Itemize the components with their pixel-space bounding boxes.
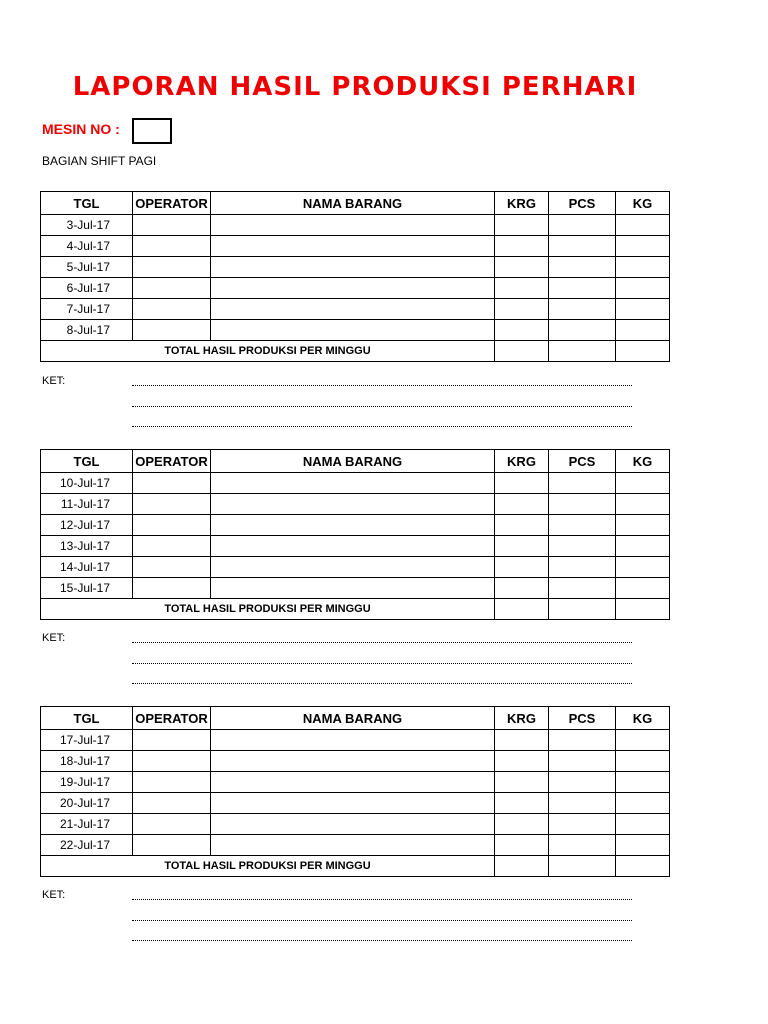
kg-cell[interactable] (616, 814, 670, 835)
date-cell: 14-Jul-17 (41, 557, 133, 578)
kg-cell[interactable] (616, 320, 670, 341)
kg-cell[interactable] (616, 215, 670, 236)
table-row (41, 730, 670, 751)
header-nama-barang: NAMA BARANG (211, 450, 495, 473)
pcs-cell[interactable] (549, 236, 616, 257)
nama-barang-cell[interactable] (211, 236, 495, 257)
krg-cell[interactable] (495, 793, 549, 814)
header-nama-barang: NAMA BARANG (211, 707, 495, 730)
header-krg: KRG (495, 707, 549, 730)
week-table-1 (40, 191, 670, 362)
ket-line[interactable] (132, 897, 632, 900)
nama-barang-cell[interactable] (211, 814, 495, 835)
table-row (41, 299, 670, 320)
ket-line[interactable] (132, 938, 632, 941)
kg-cell[interactable] (616, 578, 670, 599)
kg-cell[interactable] (616, 515, 670, 536)
shift-section-label: BAGIAN SHIFT PAGI (42, 154, 157, 168)
header-kg: KG (616, 707, 670, 730)
nama-barang-cell[interactable] (211, 494, 495, 515)
operator-cell[interactable] (133, 814, 211, 835)
pcs-cell[interactable] (549, 557, 616, 578)
header-tgl: TGL (41, 192, 133, 215)
pcs-cell[interactable] (549, 772, 616, 793)
header-operator: OPERATOR (133, 450, 211, 473)
table-row (41, 278, 670, 299)
operator-cell[interactable] (133, 835, 211, 856)
total-pcs-cell[interactable] (549, 341, 616, 362)
krg-cell[interactable] (495, 473, 549, 494)
total-kg-cell[interactable] (616, 341, 670, 362)
krg-cell[interactable] (495, 814, 549, 835)
date-cell: 21-Jul-17 (41, 814, 133, 835)
date-cell: 11-Jul-17 (41, 494, 133, 515)
kg-cell[interactable] (616, 772, 670, 793)
nama-barang-cell[interactable] (211, 320, 495, 341)
nama-barang-cell[interactable] (211, 278, 495, 299)
table-header-row (41, 192, 670, 215)
operator-cell[interactable] (133, 215, 211, 236)
header-krg: KRG (495, 192, 549, 215)
pcs-cell[interactable] (549, 494, 616, 515)
operator-cell[interactable] (133, 473, 211, 494)
total-kg-cell[interactable] (616, 599, 670, 620)
pcs-cell[interactable] (549, 215, 616, 236)
kg-cell[interactable] (616, 473, 670, 494)
krg-cell[interactable] (495, 536, 549, 557)
date-cell: 8-Jul-17 (41, 320, 133, 341)
nama-barang-cell[interactable] (211, 835, 495, 856)
pcs-cell[interactable] (549, 730, 616, 751)
table-row (41, 793, 670, 814)
ket-line[interactable] (132, 383, 632, 386)
nama-barang-cell[interactable] (211, 730, 495, 751)
table-row (41, 257, 670, 278)
krg-cell[interactable] (495, 835, 549, 856)
nama-barang-cell[interactable] (211, 578, 495, 599)
operator-cell[interactable] (133, 730, 211, 751)
operator-cell[interactable] (133, 515, 211, 536)
pcs-cell[interactable] (549, 320, 616, 341)
krg-cell[interactable] (495, 772, 549, 793)
table-row (41, 835, 670, 856)
date-cell: 5-Jul-17 (41, 257, 133, 278)
table-row (41, 215, 670, 236)
date-cell: 6-Jul-17 (41, 278, 133, 299)
kg-cell[interactable] (616, 793, 670, 814)
header-nama-barang: NAMA BARANG (211, 192, 495, 215)
kg-cell[interactable] (616, 536, 670, 557)
total-label: TOTAL HASIL PRODUKSI PER MINGGU (41, 856, 495, 877)
date-cell: 15-Jul-17 (41, 578, 133, 599)
operator-cell[interactable] (133, 236, 211, 257)
total-pcs-cell[interactable] (549, 599, 616, 620)
report-title: LAPORAN HASIL PRODUKSI PERHARI (72, 72, 638, 102)
table-row (41, 751, 670, 772)
date-cell: 18-Jul-17 (41, 751, 133, 772)
ket-line[interactable] (132, 918, 632, 921)
kg-cell[interactable] (616, 257, 670, 278)
date-cell: 17-Jul-17 (41, 730, 133, 751)
operator-cell[interactable] (133, 257, 211, 278)
nama-barang-cell[interactable] (211, 257, 495, 278)
operator-cell[interactable] (133, 278, 211, 299)
nama-barang-cell[interactable] (211, 299, 495, 320)
nama-barang-cell[interactable] (211, 515, 495, 536)
pcs-cell[interactable] (549, 257, 616, 278)
header-pcs: PCS (549, 707, 616, 730)
nama-barang-cell[interactable] (211, 536, 495, 557)
pcs-cell[interactable] (549, 793, 616, 814)
table-row (41, 494, 670, 515)
date-cell: 22-Jul-17 (41, 835, 133, 856)
operator-cell[interactable] (133, 793, 211, 814)
ket-line[interactable] (132, 640, 632, 643)
date-cell: 7-Jul-17 (41, 299, 133, 320)
ket-line[interactable] (132, 661, 632, 664)
krg-cell[interactable] (495, 730, 549, 751)
header-operator: OPERATOR (133, 192, 211, 215)
ket-label: KET: (42, 889, 66, 901)
header-pcs: PCS (549, 450, 616, 473)
operator-cell[interactable] (133, 299, 211, 320)
nama-barang-cell[interactable] (211, 793, 495, 814)
pcs-cell[interactable] (549, 278, 616, 299)
ket-line[interactable] (132, 681, 632, 684)
header-kg: KG (616, 192, 670, 215)
operator-cell[interactable] (133, 751, 211, 772)
kg-cell[interactable] (616, 835, 670, 856)
nama-barang-cell[interactable] (211, 473, 495, 494)
week-table-2 (40, 449, 670, 620)
table-header-row (41, 450, 670, 473)
table-row (41, 578, 670, 599)
kg-cell[interactable] (616, 751, 670, 772)
krg-cell[interactable] (495, 278, 549, 299)
kg-cell[interactable] (616, 299, 670, 320)
krg-cell[interactable] (495, 557, 549, 578)
nama-barang-cell[interactable] (211, 557, 495, 578)
table-row (41, 557, 670, 578)
header-kg: KG (616, 450, 670, 473)
nama-barang-cell[interactable] (211, 215, 495, 236)
date-cell: 3-Jul-17 (41, 215, 133, 236)
header-tgl: TGL (41, 450, 133, 473)
table-row (41, 515, 670, 536)
ket-line[interactable] (132, 404, 632, 407)
krg-cell[interactable] (495, 320, 549, 341)
kg-cell[interactable] (616, 236, 670, 257)
operator-cell[interactable] (133, 557, 211, 578)
total-row (41, 856, 670, 877)
krg-cell[interactable] (495, 299, 549, 320)
krg-cell[interactable] (495, 215, 549, 236)
krg-cell[interactable] (495, 751, 549, 772)
pcs-cell[interactable] (549, 578, 616, 599)
table-row (41, 814, 670, 835)
table-row (41, 236, 670, 257)
total-label: TOTAL HASIL PRODUKSI PER MINGGU (41, 341, 495, 362)
total-pcs-cell[interactable] (549, 856, 616, 877)
kg-cell[interactable] (616, 278, 670, 299)
krg-cell[interactable] (495, 578, 549, 599)
pcs-cell[interactable] (549, 299, 616, 320)
nama-barang-cell[interactable] (211, 772, 495, 793)
total-krg-cell[interactable] (495, 856, 549, 877)
date-cell: 20-Jul-17 (41, 793, 133, 814)
operator-cell[interactable] (133, 578, 211, 599)
ket-label: KET: (42, 632, 66, 644)
total-row (41, 599, 670, 620)
table-header-row (41, 707, 670, 730)
nama-barang-cell[interactable] (211, 751, 495, 772)
kg-cell[interactable] (616, 557, 670, 578)
pcs-cell[interactable] (549, 515, 616, 536)
table-row (41, 473, 670, 494)
kg-cell[interactable] (616, 494, 670, 515)
total-kg-cell[interactable] (616, 856, 670, 877)
header-pcs: PCS (549, 192, 616, 215)
table-row (41, 536, 670, 557)
date-cell: 4-Jul-17 (41, 236, 133, 257)
total-row (41, 341, 670, 362)
pcs-cell[interactable] (549, 814, 616, 835)
table-row (41, 772, 670, 793)
total-label: TOTAL HASIL PRODUKSI PER MINGGU (41, 599, 495, 620)
operator-cell[interactable] (133, 320, 211, 341)
ket-line[interactable] (132, 424, 632, 427)
ket-label: KET: (42, 375, 66, 387)
mesin-number-input[interactable] (132, 118, 172, 144)
pcs-cell[interactable] (549, 835, 616, 856)
pcs-cell[interactable] (549, 473, 616, 494)
header-tgl: TGL (41, 707, 133, 730)
kg-cell[interactable] (616, 730, 670, 751)
krg-cell[interactable] (495, 236, 549, 257)
total-krg-cell[interactable] (495, 599, 549, 620)
krg-cell[interactable] (495, 257, 549, 278)
header-operator: OPERATOR (133, 707, 211, 730)
pcs-cell[interactable] (549, 536, 616, 557)
date-cell: 19-Jul-17 (41, 772, 133, 793)
total-krg-cell[interactable] (495, 341, 549, 362)
krg-cell[interactable] (495, 494, 549, 515)
header-krg: KRG (495, 450, 549, 473)
date-cell: 13-Jul-17 (41, 536, 133, 557)
table-row (41, 320, 670, 341)
operator-cell[interactable] (133, 772, 211, 793)
week-table-3 (40, 706, 670, 877)
pcs-cell[interactable] (549, 751, 616, 772)
date-cell: 12-Jul-17 (41, 515, 133, 536)
mesin-label: MESIN NO : (42, 121, 120, 137)
krg-cell[interactable] (495, 515, 549, 536)
date-cell: 10-Jul-17 (41, 473, 133, 494)
operator-cell[interactable] (133, 494, 211, 515)
operator-cell[interactable] (133, 536, 211, 557)
